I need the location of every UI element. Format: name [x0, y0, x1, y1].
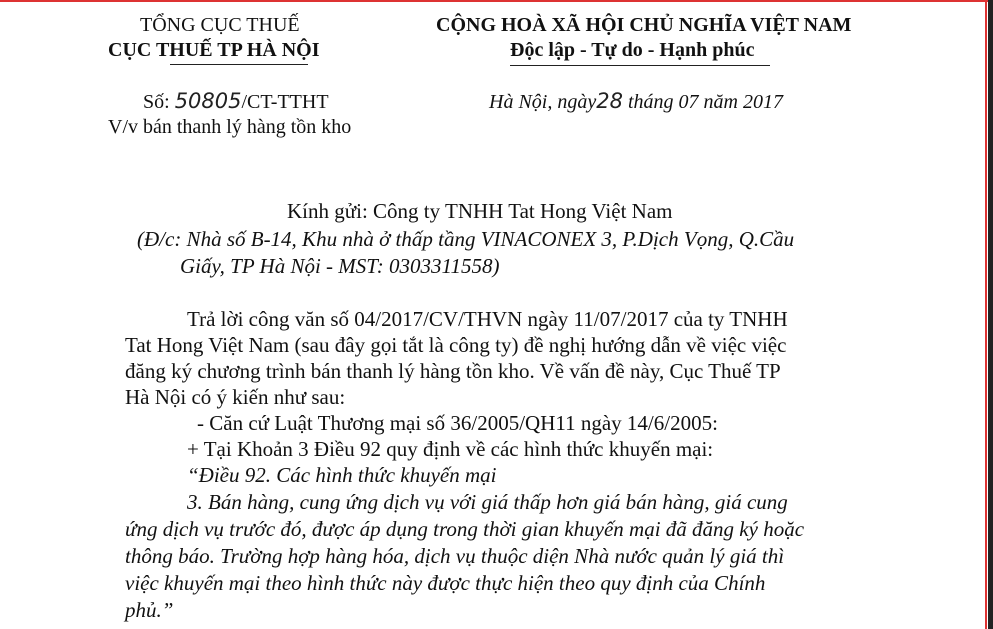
department-name: CỤC THUẾ TP HÀ NỘI — [108, 39, 320, 61]
window-border-right-accent — [985, 0, 987, 629]
motto-underline — [510, 65, 770, 66]
number-suffix: /CT-TTHT — [241, 91, 329, 113]
quote-line: việc khuyến mại theo hình thức này được thực hiện theo quy định của Chính — [125, 571, 766, 595]
month-value: 07 — [678, 91, 699, 113]
handwritten-number: 50805 — [174, 89, 242, 113]
body-line: đăng ký chương trình bán thanh lý hàng tồn kho. Về vấn đề này, Cục Thuế TP — [125, 359, 781, 383]
recipient-address-1: (Đ/c: Nhà số B-14, Khu nhà ở thấp tầng VINACONEX 3, P.Dịch Vọng, Q.Cầu — [137, 227, 795, 251]
quote-line: 3. Bán hàng, cung ứng dịch vụ với giá thấp hơn giá bán hàng, giá cung — [187, 490, 788, 514]
quote-line: phủ.” — [125, 598, 174, 622]
body-line: Hà Nội có ý kiến như sau: — [125, 385, 346, 409]
month-label: tháng — [627, 91, 674, 113]
number-prefix: Số: — [143, 91, 170, 113]
recipient-line: Kính gửi: Công ty TNHH Tat Hong Việt Nam — [287, 199, 673, 223]
window-border-right — [988, 0, 993, 629]
legal-clause-bullet: + Tại Khoản 3 Điều 92 quy định về các hình thức khuyến mại: — [187, 437, 714, 461]
department-underline — [170, 64, 308, 65]
handwritten-day: 28 — [596, 89, 623, 113]
year-value: 2017 — [742, 91, 783, 113]
subject-line: V/v bán thanh lý hàng tồn kho — [108, 116, 352, 138]
window-border-top — [0, 0, 993, 2]
year-label: năm — [703, 91, 738, 113]
date-line — [489, 89, 783, 114]
quote-line: ứng dịch vụ trước đó, được áp dụng trong thời gian khuyến mại đã đăng ký hoặc — [125, 517, 805, 541]
legal-basis-bullet: - Căn cứ Luật Thương mại số 36/2005/QH11 ngày 14/6/2005: — [197, 411, 718, 435]
body-line: Trả lời công văn số 04/2017/CV/THVN ngày 11/07/2017 của ty TNHH — [187, 307, 788, 331]
quote-line: thông báo. Trường hợp hàng hóa, dịch vụ thuộc diện Nhà nước quản lý giá thì — [125, 544, 785, 568]
date-place: Hà Nội, ngày — [489, 91, 597, 113]
recipient-address-2: Giấy, TP Hà Nội - MST: 0303311558) — [180, 254, 500, 278]
document-number — [143, 89, 329, 114]
national-motto: Độc lập - Tự do - Hạnh phúc — [510, 39, 755, 61]
agency-name: TỔNG CỤC THUẾ — [140, 14, 300, 36]
body-line: Tat Hong Việt Nam (sau đây gọi tắt là công ty) đề nghị hướng dẫn về việc việc — [125, 333, 787, 357]
quote-title: “Điều 92. Các hình thức khuyến mại — [187, 463, 497, 487]
country-name: CỘNG HOÀ XÃ HỘI CHỦ NGHĨA VIỆT NAM — [436, 14, 852, 36]
